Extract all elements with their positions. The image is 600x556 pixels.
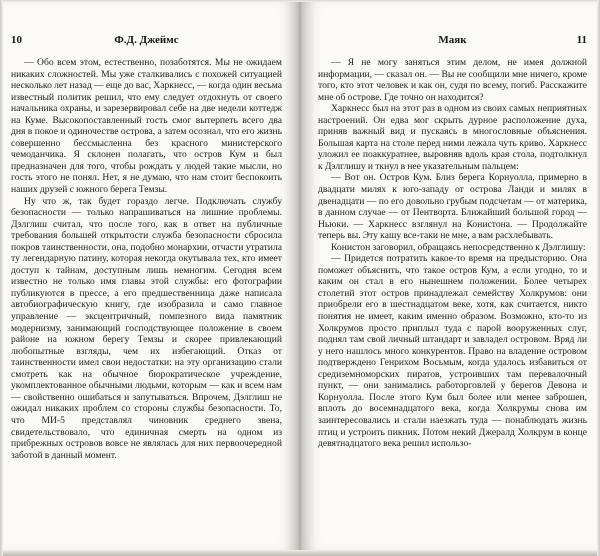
paragraph: — Обо всем этом, естественно, позаботятся. Мы не ожидаем никаких сложностей. Мы уже сталкивались с похожей ситуацией несколько лет назад — еще до вас, Харкнесс, — когда один весьма известный политик решил, что ему следует отдохнуть от своего начальника охраны, и зарезервировал себе на две недели коттедж на Куме. Высокопоставленный гость смог вытерпеть всего два дня в покое и одиночестве острова, а затем осознал, что его жизнь совершенно бессмысленна без красного министерского чемоданчика. Я склонен полагать, что остров Кум и был предназначен для того, чтобы рождать у людей такие мысли, но гость этого не понял. Нет, я не думаю, что нам стоит беспокоить наших друзей с южного берега Темзы. <box>11 57 282 196</box>
page-right[interactable] <box>300 2 597 550</box>
paragraph: — Вот он. Остров Кум. Близ берега Корнуолла, примерно в двадцати милях к юго-западу от острова Ланди и милях в двенадцати — по его довольно грубым подсчетам — от материка, в данном случае — от Пентворта. Ближайший большой город — Ньюки. — Харкнесс взглянул на Конистона. — Продолжайте теперь вы. Эту кашу все-таки не мне, а вам расхлебывать. <box>318 172 587 242</box>
page-text-left <box>11 57 282 461</box>
paragraph: Харкнесс был на этот раз в одном из своих самых неприятных настроений. Он едва мог скрыть дурное расположение духа, приняв важный вид и пускаясь в многословные объяснения. Большая карта на столе перед ними лежала чуть криво. Харкнесс уложил ее поаккуратнее, выровняв вдоль края стола, подтолкнул к Дэлглишу и ткнул в нее указательным пальцем: <box>318 103 587 172</box>
page-number-right: 11 <box>576 34 587 46</box>
running-header-author: Ф.Д. Джеймс <box>114 34 179 46</box>
running-head-right <box>318 34 587 49</box>
paragraph: — Придется потратить какое-то время на предысторию. Она поможет объяснить, что такое остров Кум, а если угодно, то и каким он стал в его нынешнем положении. Более четырех столетий этот остров принадлежал семейству Холкрумов: они приобрели его в шестнадцатом веке, хотя, как считается, никто понятия не имеет, каким именно образом. Возможно, кто-то из Холкрумов просто приплыл туда с парой вооруженных слуг, поднял там свой личный штандарт и завладел островом. Вряд ли у него нашлось много конкурентов. Право на владение островом подтверждено Генрихом Восьмым, когда удалось избавиться от средиземноморских пиратов, устроивших там перевалочный пункт, — они занимались работорговлей у берегов Девона и Корнуолла. После этого Кум был более или менее заброшен, вплоть до восемнадцатого века, когда Холкрумы снова им заинтересовались и стали наезжать туда — понаблюдать жизнь птиц и устроить пикник. Потом некий Джералд Холкрум в конце девятнадцатого века решил использо- <box>318 253 587 450</box>
running-header-title: Маяк <box>438 34 467 46</box>
running-head-left <box>11 34 282 49</box>
page-text-right <box>318 57 587 450</box>
paragraph: Ну что ж, так будет гораздо легче. Подключать службу безопасности — только напрашиваться на лишние проблемы. Дэлглиш считал, что после того, как в ответ на публичные требования большей открытости служба безопасности сбросила покров таинственности, она, подобно монархии, отчасти утратила ту легендарную патину, которая некогда окутывала тех, кто имеет доступ к тайнам, доступным лишь немногим. Сегодня всем известно не только имя главы этой службы: его фотографии публикуются в прессе, а его предшественница даже написала автобиографическую книгу, где изобразила и само главное управление — эксцентричный, помпезного вида памятник модернизму, занимающий господствующее положение в своем районе на южном берегу Темзы и скорее привлекающий любопытные взгляды, чем их избегающий. Отказ от таинственности имел свои недостатки: на эту организацию стали смотреть как на обычное бюрократическое учреждение, укомплектованное обычными людьми, которым — как и всем нам — свойственно ошибаться и запутываться. Впрочем, Дэлглиш не ожидал никаких проблем со стороны службы безопасности. То, что МИ-5 представлял чиновник среднего звена, свидетельствовало, что единичная смерть на одном из прибрежных островов вовсе не являлась для них первоочередной заботой в данный момент. <box>11 195 282 461</box>
page-left[interactable] <box>3 2 300 550</box>
page-edge-top <box>0 0 600 2</box>
paragraph: Конистон заговорил, обращаясь непосредственно к Дэлглишу: <box>331 241 586 253</box>
page-edge-bottom <box>0 550 600 556</box>
paragraph: — Я не могу заняться этим делом, не имея должной информации, — сказал он. — Вы не сообщили мне ничего, кроме того, кто этот человек и как он, судя по всему, погиб. Расскажите мне об острове. Где точно он находится? <box>318 57 587 103</box>
page-edge-left <box>0 0 3 556</box>
page-number-left: 10 <box>11 34 22 46</box>
